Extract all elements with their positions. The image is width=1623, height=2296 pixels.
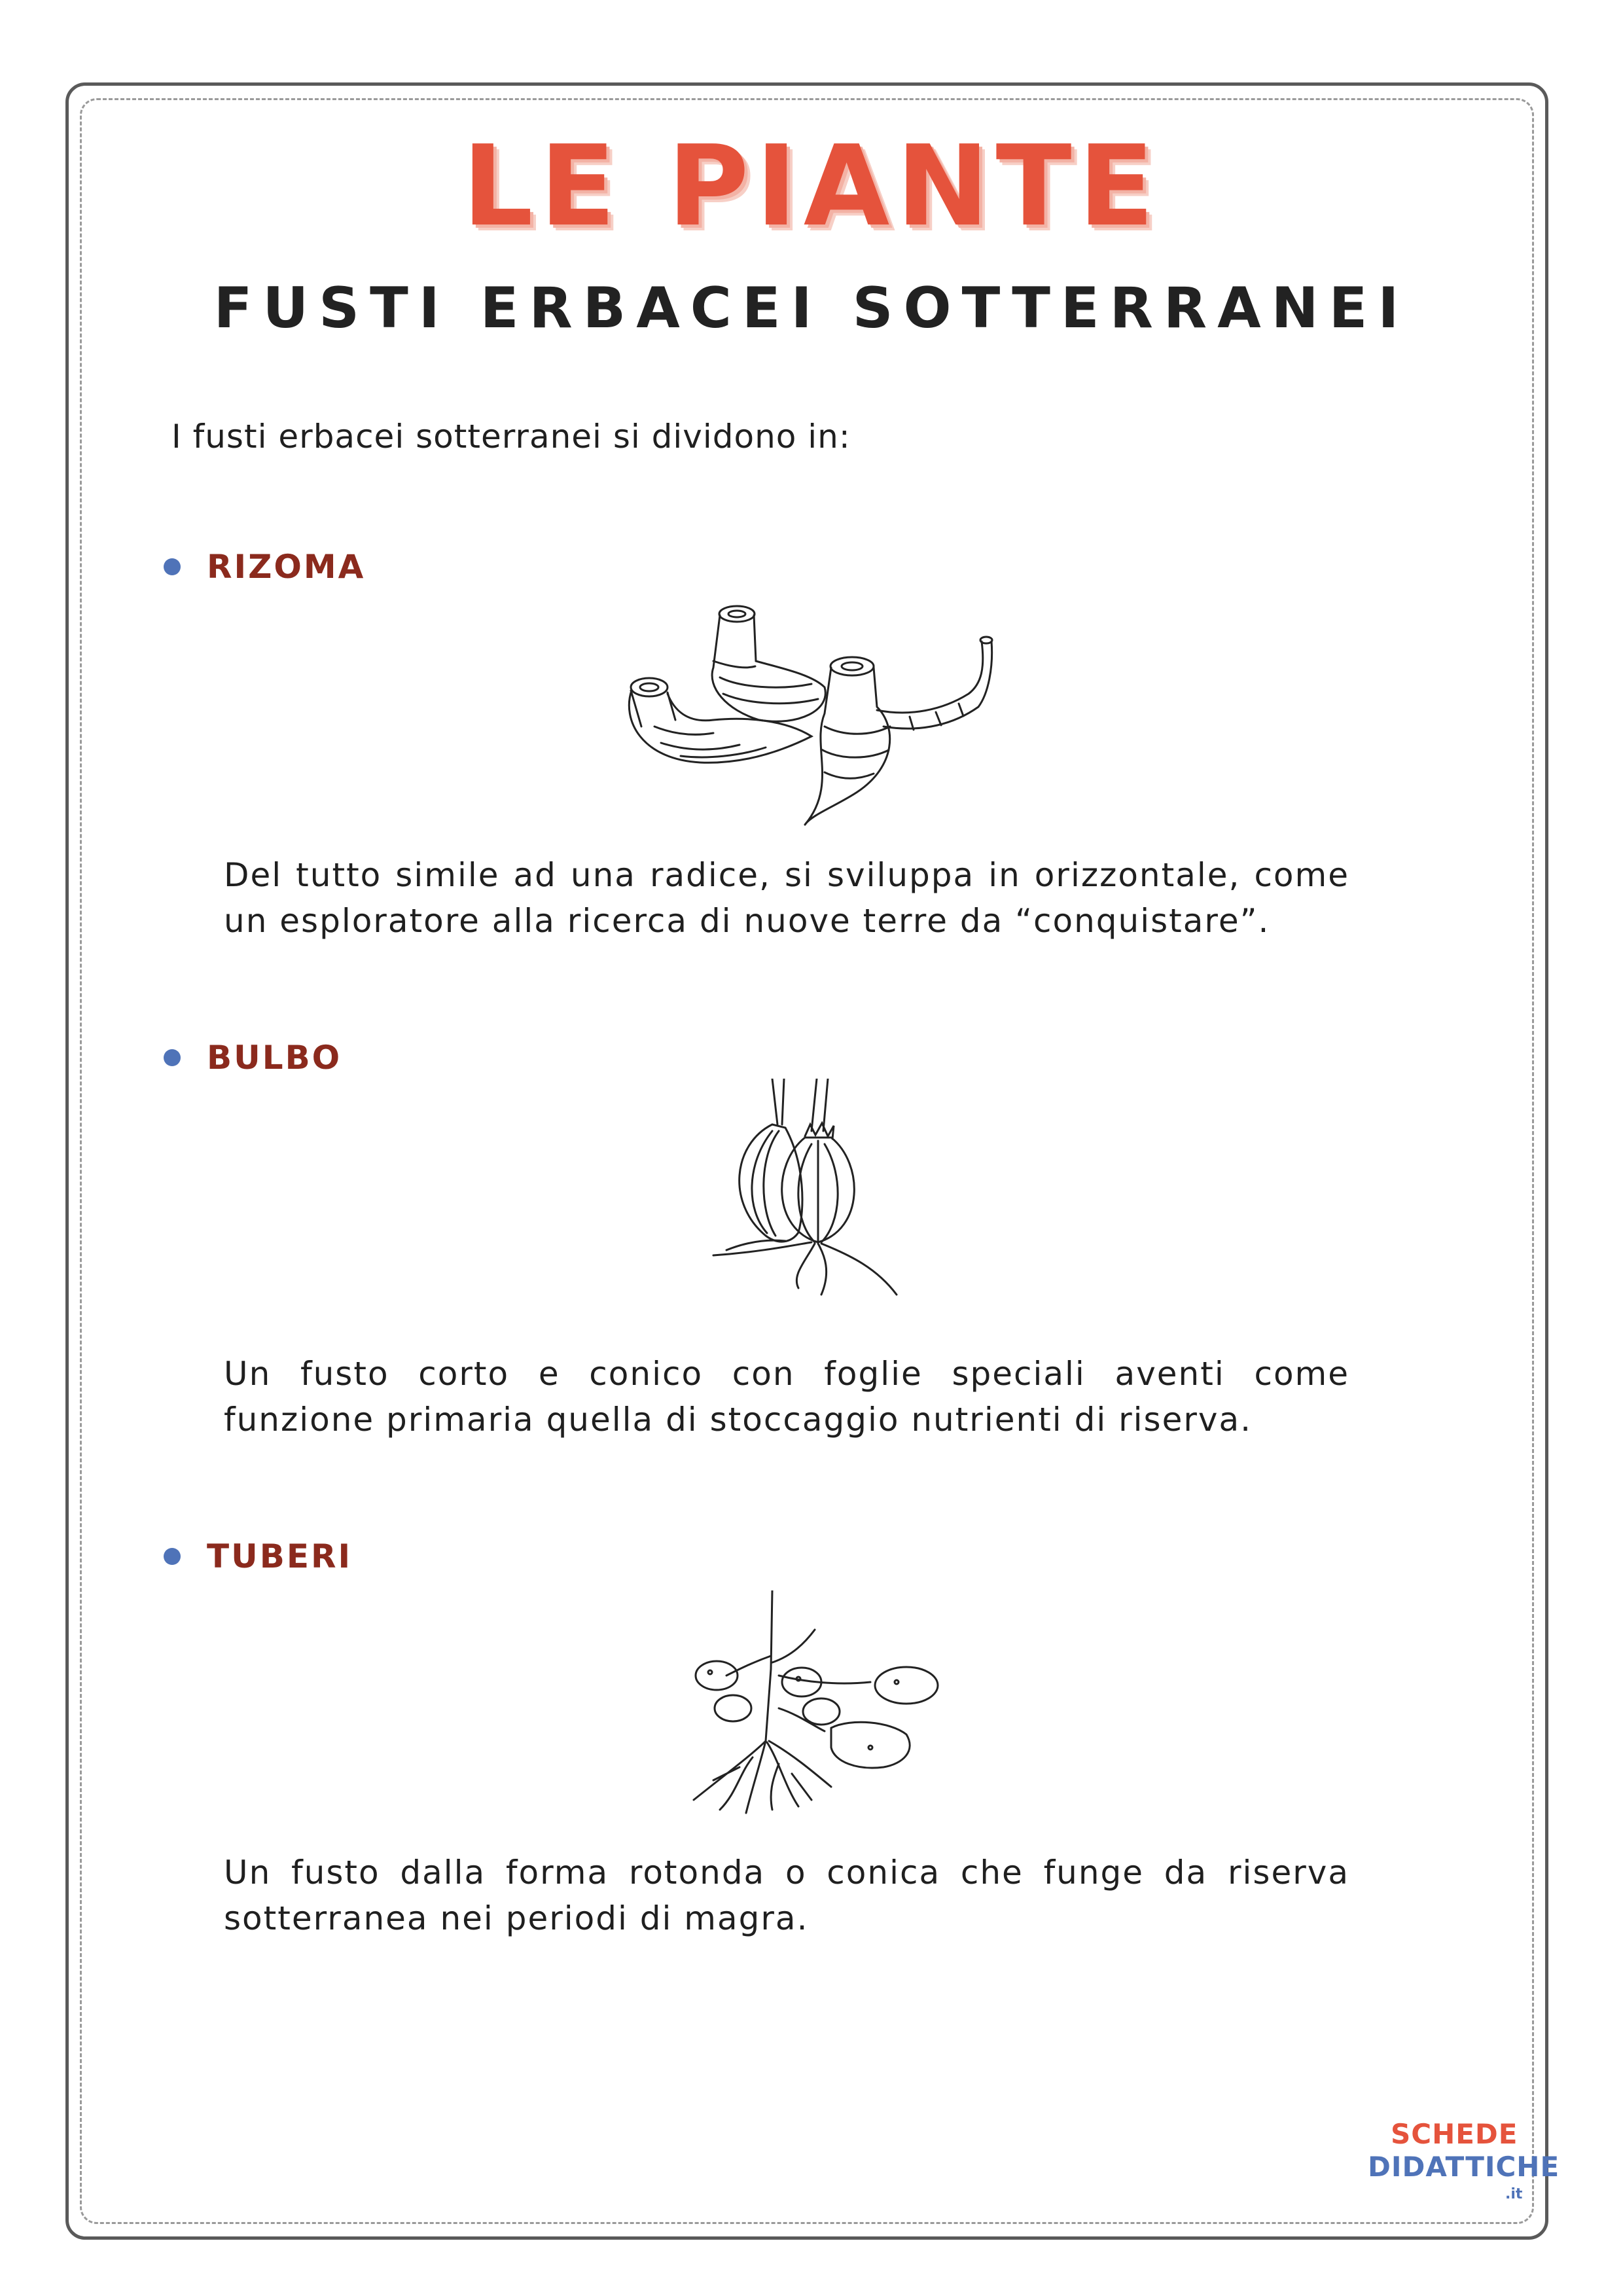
- bullet-icon: [164, 1548, 181, 1565]
- section-heading-rizoma: [164, 547, 365, 586]
- tuber-drawing-icon: [674, 1590, 949, 1820]
- section-label: BULBO: [207, 1039, 342, 1077]
- intro-text: I fusti erbacei sotterranei si dividono in:: [171, 418, 851, 456]
- bullet-icon: [164, 1049, 181, 1066]
- bullet-icon: [164, 558, 181, 575]
- section-description-rizoma: Del tutto simile ad una radice, si sviluppa in orizzontale, come un esploratore alla ricerca di nuove terre da “conquistare”.: [224, 856, 1349, 940]
- logo-line-1: SCHEDE: [1391, 2118, 1518, 2150]
- logo-line-2: DIDATTICHE: [1368, 2151, 1560, 2183]
- page-subtitle: FUSTI ERBACEI SOTTERRANEI: [213, 276, 1410, 341]
- bulb-drawing-icon: [707, 1079, 923, 1301]
- page-title: LE PIANTE: [462, 122, 1161, 251]
- section-description-bulbo: Un fusto corto e conico con foglie speciali aventi come funzione primaria quella di stoccaggio nutrienti di riserva.: [224, 1355, 1349, 1439]
- section-description-tuberi: Un fusto dalla forma rotonda o conica che funge da riserva sotterranea nei periodi di magra.: [224, 1854, 1349, 1937]
- section-label: RIZOMA: [207, 548, 366, 586]
- schede-didattiche-logo: [1361, 2115, 1560, 2207]
- section-label: TUBERI: [207, 1537, 353, 1575]
- section-heading-tuberi: [164, 1537, 352, 1576]
- logo-suffix: .it: [1505, 2186, 1523, 2202]
- rhizome-drawing-icon: [615, 596, 995, 831]
- section-heading-bulbo: [164, 1038, 342, 1077]
